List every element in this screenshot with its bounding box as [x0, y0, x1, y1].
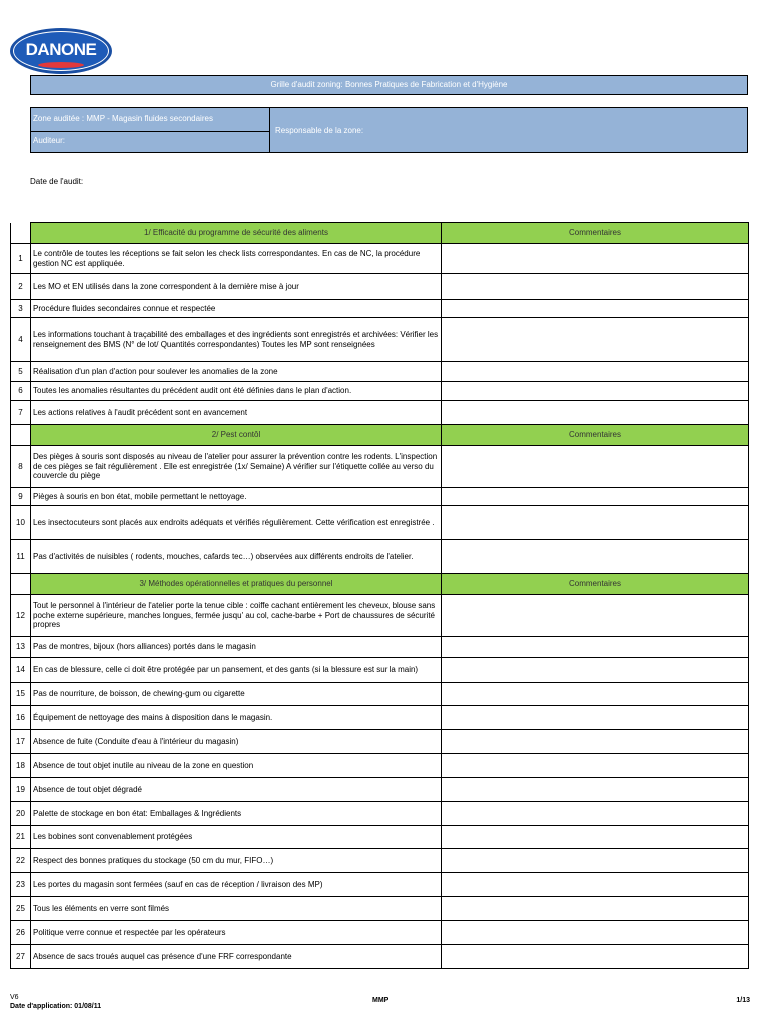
row-number: 9	[11, 488, 31, 506]
audit-row	[11, 274, 749, 300]
comment-header: Commentaires	[442, 223, 749, 244]
section-number-cell	[11, 223, 31, 244]
comment-header: Commentaires	[442, 574, 749, 595]
criterion-text: Réalisation d'un plan d'action pour soulever les anomalies de la zone	[31, 362, 442, 382]
zone-audited-field[interactable]: Zone auditée : MMP - Magasin fluides secondaires	[31, 108, 270, 132]
audit-grid	[10, 222, 749, 969]
criterion-text: Équipement de nettoyage des mains à disposition dans le magasin.	[31, 706, 442, 730]
criterion-text: Absence de tout objet dégradé	[31, 778, 442, 802]
criterion-text: Respect des bonnes pratiques du stockage (50 cm du mur, FIFO…)	[31, 849, 442, 873]
section-header	[11, 223, 749, 244]
footer-center: MMP	[372, 997, 389, 1004]
audit-row	[11, 921, 749, 945]
comment-cell[interactable]	[442, 826, 749, 849]
audit-row	[11, 706, 749, 730]
row-number: 6	[11, 382, 31, 401]
comment-cell[interactable]	[442, 706, 749, 730]
row-number: 13	[11, 637, 31, 658]
row-number: 27	[11, 945, 31, 969]
row-number: 18	[11, 754, 31, 778]
audit-row	[11, 318, 749, 362]
criterion-text: Procédure fluides secondaires connue et respectée	[31, 300, 442, 318]
row-number: 17	[11, 730, 31, 754]
criterion-text: Politique verre connue et respectée par les opérateurs	[31, 921, 442, 945]
section-header	[11, 574, 749, 595]
criterion-text: Absence de fuite (Conduite d'eau à l'intérieur du magasin)	[31, 730, 442, 754]
criterion-text: Absence de tout objet inutile au niveau de la zone en question	[31, 754, 442, 778]
comment-cell[interactable]	[442, 897, 749, 921]
row-number: 20	[11, 802, 31, 826]
criterion-text: Toutes les anomalies résultantes du précédent audit ont été définies dans le plan d'action.	[31, 382, 442, 401]
criterion-text: Palette de stockage en bon état: Emballages & Ingrédients	[31, 802, 442, 826]
comment-cell[interactable]	[442, 849, 749, 873]
document-title: Grille d'audit zoning: Bonnes Pratiques de Fabrication et d'Hygiène	[30, 75, 748, 95]
audit-row	[11, 382, 749, 401]
criterion-text: Pas de montres, bijoux (hors alliances) portés dans le magasin	[31, 637, 442, 658]
criterion-text: Les MO et EN utilisés dans la zone correspondent à la dernière mise à jour	[31, 274, 442, 300]
comment-cell[interactable]	[442, 595, 749, 637]
logo-text: DANONE	[25, 40, 97, 59]
footer-version: V6	[10, 994, 19, 1001]
row-number: 7	[11, 401, 31, 425]
section-title: 2/ Pest contôl	[31, 425, 442, 446]
section-number-cell	[11, 425, 31, 446]
comment-cell[interactable]	[442, 802, 749, 826]
section-header	[11, 425, 749, 446]
comment-cell[interactable]	[442, 754, 749, 778]
audit-row	[11, 637, 749, 658]
comment-cell[interactable]	[442, 778, 749, 802]
audit-row	[11, 506, 749, 540]
comment-cell[interactable]	[442, 488, 749, 506]
criterion-text: Tout le personnel à l'intérieur de l'atelier porte la tenue cible : coiffe cachant entièrement les cheveux, blouse sans poche externe supérieure, manches longues, fermée jusqu' au col, cache-barbe + Port de chaussures de sécurité propres	[31, 595, 442, 637]
comment-cell[interactable]	[442, 382, 749, 401]
criterion-text: Les portes du magasin sont fermées (sauf en cas de réception / livraison des MP)	[31, 873, 442, 897]
criterion-text: Pas d'activités de nuisibles ( rodents, mouches, cafards tec…) observées aux différents endroits de l'atelier.	[31, 540, 442, 574]
comment-header: Commentaires	[442, 425, 749, 446]
criterion-text: En cas de blessure, celle ci doit être protégée par un pansement, et des gants (si la blessure est sur la main)	[31, 658, 442, 683]
row-number: 12	[11, 595, 31, 637]
row-number: 3	[11, 300, 31, 318]
comment-cell[interactable]	[442, 683, 749, 706]
audit-row	[11, 446, 749, 488]
row-number: 11	[11, 540, 31, 574]
criterion-text: Des pièges à souris sont disposés au niveau de l'atelier pour assurer la prévention contre les rodents. L'inspection de ces pièges se fait régulièrement . Elle est enregistrée (1x/ Semaine) A vérifier sur l'étiquette collée au verso du couvercle du piège	[31, 446, 442, 488]
footer-page-number: 1/13	[736, 997, 750, 1004]
criterion-text: Les insectocuteurs sont placés aux endroits adéquats et vérifiés régulièrement. Cette vérification est enregistrée .	[31, 506, 442, 540]
comment-cell[interactable]	[442, 362, 749, 382]
audit-row	[11, 802, 749, 826]
section-title: 1/ Efficacité du programme de sécurité des aliments	[31, 223, 442, 244]
comment-cell[interactable]	[442, 658, 749, 683]
row-number: 4	[11, 318, 31, 362]
comment-cell[interactable]	[442, 446, 749, 488]
criterion-text: Les actions relatives à l'audit précédent sont en avancement	[31, 401, 442, 425]
row-number: 10	[11, 506, 31, 540]
row-number: 14	[11, 658, 31, 683]
criterion-text: Le contrôle de toutes les réceptions se fait selon les check lists correspondantes. En cas de NC, la procédure gestion NC est appliquée.	[31, 244, 442, 274]
audit-row	[11, 300, 749, 318]
row-number: 2	[11, 274, 31, 300]
comment-cell[interactable]	[442, 873, 749, 897]
comment-cell[interactable]	[442, 637, 749, 658]
row-number: 8	[11, 446, 31, 488]
auditor-field[interactable]: Auditeur:	[31, 132, 270, 152]
comment-cell[interactable]	[442, 540, 749, 574]
row-number: 19	[11, 778, 31, 802]
criterion-text: Pièges à souris en bon état, mobile permettant le nettoyage.	[31, 488, 442, 506]
row-number: 1	[11, 244, 31, 274]
audit-row	[11, 730, 749, 754]
danone-logo	[10, 28, 112, 74]
comment-cell[interactable]	[442, 945, 749, 969]
footer-application-date: Date d'application: 01/08/11	[10, 1003, 102, 1010]
comment-cell[interactable]	[442, 401, 749, 425]
zone-responsible-field[interactable]: Responsable de la zone:	[275, 126, 364, 135]
criterion-text: Absence de sacs troués auquel cas présence d'une FRF correspondante	[31, 945, 442, 969]
audit-row	[11, 849, 749, 873]
criterion-text: Tous les éléments en verre sont filmés	[31, 897, 442, 921]
section-number-cell	[11, 574, 31, 595]
comment-cell[interactable]	[442, 300, 749, 318]
audit-row	[11, 945, 749, 969]
audit-row	[11, 873, 749, 897]
audit-row	[11, 401, 749, 425]
criterion-text: Les informations touchant à traçabilité des emballages et des ingrédients sont enregistrés et archivées: Vérifier les renseignement des BMS (N° de lot/ Quantités correspondantes) Toutes les MP sont renseignées	[31, 318, 442, 362]
audit-row	[11, 244, 749, 274]
criterion-text: Pas de nourriture, de boisson, de chewing-gum ou cigarette	[31, 683, 442, 706]
comment-cell[interactable]	[442, 318, 749, 362]
audit-row	[11, 897, 749, 921]
comment-cell[interactable]	[442, 506, 749, 540]
audit-row	[11, 362, 749, 382]
row-number: 25	[11, 897, 31, 921]
audit-row	[11, 488, 749, 506]
row-number: 22	[11, 849, 31, 873]
audit-row	[11, 826, 749, 849]
row-number: 16	[11, 706, 31, 730]
section-title: 3/ Méthodes opérationnelles et pratiques du personnel	[31, 574, 442, 595]
audit-row	[11, 658, 749, 683]
audit-row	[11, 595, 749, 637]
row-number: 23	[11, 873, 31, 897]
comment-cell[interactable]	[442, 274, 749, 300]
criterion-text: Les bobines sont convenablement protégées	[31, 826, 442, 849]
row-number: 21	[11, 826, 31, 849]
row-number: 5	[11, 362, 31, 382]
zone-info-box	[30, 107, 748, 153]
comment-cell[interactable]	[442, 730, 749, 754]
audit-date-label: Date de l'audit:	[30, 177, 84, 186]
row-number: 26	[11, 921, 31, 945]
audit-row	[11, 778, 749, 802]
audit-row	[11, 540, 749, 574]
comment-cell[interactable]	[442, 921, 749, 945]
audit-row	[11, 683, 749, 706]
row-number: 15	[11, 683, 31, 706]
comment-cell[interactable]	[442, 244, 749, 274]
audit-row	[11, 754, 749, 778]
footer-left	[10, 993, 101, 1011]
